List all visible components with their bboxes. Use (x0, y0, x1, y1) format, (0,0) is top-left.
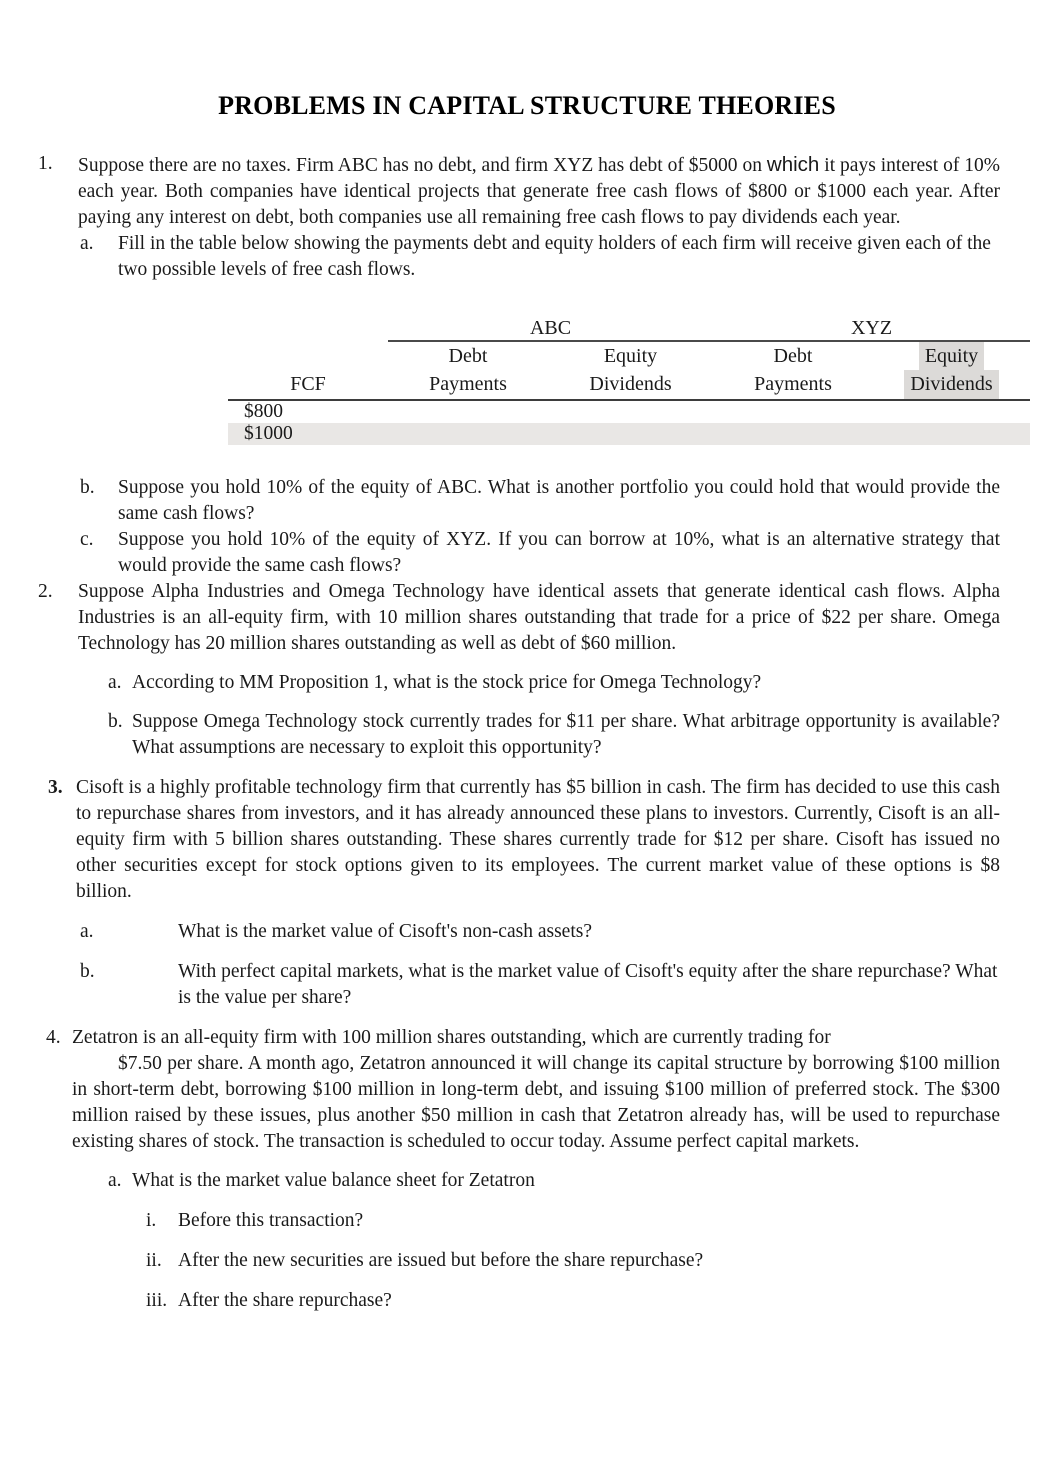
spacer-before-q3 (38, 761, 1000, 775)
column-header-abc-debt-line1: Debt (448, 344, 488, 367)
spacer-before-q4 (38, 1011, 1000, 1025)
column-header-xyz-debt-line2: Payments (754, 373, 832, 396)
question-4-text (72, 1025, 1000, 1155)
question-3-marker: 3. (48, 776, 63, 798)
table-column-header-row (228, 342, 1030, 400)
table-row (228, 401, 1030, 423)
question-4-marker: 4. (46, 1027, 61, 1049)
cell-800-abc-debt[interactable] (388, 401, 548, 423)
question-4a-marker: a. (108, 1170, 122, 1192)
question-2-text: Suppose Alpha Industries and Omega Technology have identical assets that generate identical cash flows. Alpha Industries is an all-equity firm, with 10 million shares outstanding that trade for a price of $22 per share. Omega Technology has 20 million shares outstanding as well as debt of $60 million. (78, 580, 1000, 654)
question-1-text (78, 151, 1000, 231)
cell-800-abc-equity[interactable] (548, 401, 713, 423)
question-4-text-rest: $7.50 per share. A month ago, Zetatron announced it will change its capital structure by borrowing $100 million in short-term debt, borrowing $100 million in long-term debt, and issuing $100 million of preferred stock. The $300 million raised by these issues, plus another $50 million in cash that Zetatron already has, will be used to repurchase existing shares of stock. The transaction is scheduled to occur today. Assume perfect capital markets. (72, 1053, 1000, 1153)
firm-header-blank (228, 317, 388, 341)
question-1c-marker: c. (80, 528, 94, 550)
question-2b-marker: b. (108, 710, 123, 732)
question-1-marker: 1. (38, 152, 53, 174)
question-2b-text: Suppose Omega Technology stock currently trades for $11 per share. What arbitrage opportunity is available? What assumptions are necessary to exploit this opportunity? (132, 710, 1000, 758)
question-1b-text: Suppose you hold 10% of the equity of ABC. What is another portfolio you could hold that would provide the same cash flows? (118, 476, 1000, 524)
question-4a-i-text: Before this transaction? (178, 1210, 364, 1232)
cell-fcf-1000: $1000 (244, 422, 293, 444)
firm-header-xyz: XYZ (850, 316, 893, 339)
question-3-text: Cisoft is a highly profitable technology firm that currently has $5 billion in cash. The firm has decided to use this cash to repurchase shares from investors, and it has already announced these plans to investors. Currently, Cisoft is an all-equity firm with 5 billion shares outstanding. These shares currently trade for $12 per share. Cisoft has issued no other securities except for stock options given to its employees. The current market value of these options is $8 billion. (76, 776, 1000, 902)
cell-1000-xyz-debt[interactable] (713, 423, 873, 445)
column-header-xyz-equity-line2: Dividends (904, 370, 998, 398)
column-header-abc-equity-line1: Equity (603, 344, 658, 367)
question-4a-text: What is the market value balance sheet for Zetatron (132, 1170, 535, 1192)
question-4 (46, 1025, 1000, 1155)
column-header-xyz-equity-line1-wrap (873, 342, 1030, 370)
question-1 (38, 151, 1000, 231)
question-4a-i-marker: i. (146, 1210, 157, 1232)
question-4a-iii-marker: iii. (146, 1290, 168, 1312)
question-4a-ii (146, 1248, 1000, 1274)
question-3b-marker: b. (80, 961, 95, 983)
cell-1000-xyz-equity[interactable] (873, 423, 1030, 445)
cell-fcf-800: $800 (244, 400, 283, 422)
table-firm-header-row (228, 317, 1030, 341)
spacer-after-table (38, 455, 1000, 475)
question-3 (48, 775, 1000, 905)
question-2-marker: 2. (38, 580, 53, 602)
column-header-abc-equity-dividends (548, 342, 713, 400)
column-header-abc-equity-line2: Dividends (589, 373, 672, 396)
cell-800-xyz-debt[interactable] (713, 401, 873, 423)
question-3a (80, 919, 1000, 945)
question-2 (38, 579, 1000, 657)
page-title: PROBLEMS IN CAPITAL STRUCTURE THEORIES (218, 91, 836, 120)
question-1-text-part1: Suppose there are no taxes. Firm ABC has no debt, and firm XYZ has debt of $5000 on (78, 154, 767, 176)
column-header-xyz-equity-line1: Equity (919, 342, 984, 370)
table-row (228, 423, 1030, 445)
question-2a-text: According to MM Proposition 1, what is the stock price for Omega Technology? (132, 671, 762, 693)
question-3a-text: What is the market value of Cisoft's non-cash assets? (178, 921, 592, 942)
question-1-emphasis: which (766, 152, 820, 176)
question-4a-ii-text: After the new securities are issued but before the share repurchase? (178, 1250, 704, 1272)
column-header-xyz-debt-payments (713, 342, 873, 400)
question-1a-marker: a. (80, 232, 94, 254)
question-4a-ii-marker: ii. (146, 1250, 162, 1272)
cell-1000-abc-debt[interactable] (388, 423, 548, 445)
question-1a-text: Fill in the table below showing the payments debt and equity holders of each firm will receive given each of the two possible levels of free cash flows. (118, 232, 991, 280)
firm-header-abc: ABC (529, 316, 572, 339)
question-1b-marker: b. (80, 476, 95, 498)
question-1b (80, 475, 1000, 527)
question-1a (80, 231, 1000, 283)
question-4a-iii-text: After the share repurchase? (178, 1290, 392, 1312)
document-body (0, 151, 1044, 1315)
column-header-abc-debt-payments (388, 342, 548, 400)
column-header-xyz-debt-line1: Debt (773, 344, 813, 367)
question-2b (108, 709, 1000, 761)
question-3a-marker: a. (80, 921, 94, 942)
question-3b-text: With perfect capital markets, what is the market value of Cisoft's equity after the share repurchase? What is the value per share? (178, 961, 998, 1009)
question-2a (108, 670, 1000, 696)
column-header-abc-debt-line2: Payments (429, 373, 507, 396)
question-1c (80, 527, 1000, 579)
cell-1000-abc-equity[interactable] (548, 423, 713, 445)
question-4a-i (146, 1208, 1000, 1234)
question-3b (80, 959, 1000, 1011)
question-4a (108, 1168, 1000, 1194)
column-header-xyz-equity-line2-wrap (873, 370, 1030, 398)
fcf-table-wrapper (38, 317, 1000, 445)
cell-800-xyz-equity[interactable] (873, 401, 1030, 423)
question-4a-iii (146, 1288, 1000, 1314)
question-1-text-part2: it pays interest of 10% each year. Both companies have identical projects that generate free cash flows of $800 or $1000 each year. After paying any interest on debt, both companies use all remaining free cash flows to pay dividends each year. (78, 154, 1000, 228)
question-2a-marker: a. (108, 671, 122, 693)
question-1c-text: Suppose you hold 10% of the equity of XYZ. If you can borrow at 10%, what is an alternative strategy that would provide the same cash flows? (118, 528, 1000, 576)
fcf-table (228, 317, 1030, 445)
column-header-xyz-equity-dividends (873, 342, 1030, 400)
question-4-text-line1: Zetatron is an all-equity firm with 100 million shares outstanding, which are currently trading for (72, 1027, 831, 1049)
column-header-fcf: FCF (290, 373, 326, 396)
